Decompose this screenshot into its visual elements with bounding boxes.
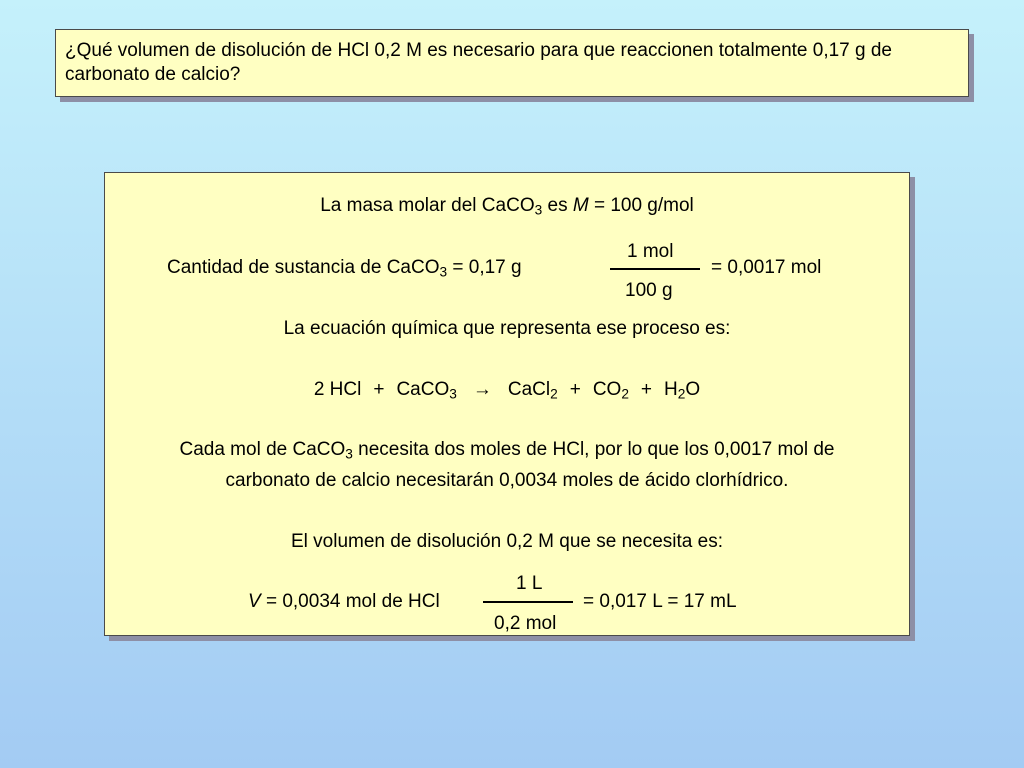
amount-numerator: 1 mol <box>627 241 674 262</box>
volume-symbol: V <box>248 591 261 612</box>
volume-denominator: 0,2 mol <box>494 613 557 634</box>
amount-fraction-bar <box>610 268 700 270</box>
amount-sub: 3 <box>439 264 448 280</box>
molar-mass-prefix: La masa molar del CaCO <box>320 195 535 216</box>
explanation-line-2: carbonato de calcio necesitarán 0,0034 moles de ácido clorhídrico. <box>225 470 789 491</box>
molar-mass-symbol: M <box>572 195 589 216</box>
equation-term-hcl: 2 HCl <box>313 379 362 400</box>
volume-prefix: = 0,0034 mol de HCl <box>260 591 440 612</box>
amount-mid: = 0,17 g <box>447 257 522 278</box>
explanation-line-1: Cada mol de CaCO$_3$ necesita dos moles de HCl, por lo que los 0,0017 mol de <box>179 439 835 462</box>
volume-numerator: 1 L <box>516 573 543 594</box>
question-box <box>55 29 969 97</box>
molar-mass-line <box>105 195 909 217</box>
volume-expression <box>248 591 440 613</box>
equation-plus-3: + <box>640 379 653 400</box>
equation-term-co2: $CO_2$ <box>592 379 629 402</box>
volume-fraction-bar <box>483 601 573 603</box>
volume-intro: El volumen de disolución 0,2 M que se necesita es: <box>291 531 723 552</box>
equation-term-h2o: $H_2O$ <box>664 379 701 402</box>
question-text: ¿Qué volumen de disolución de HCl 0,2 M es necesario para que reaccionen totalmente 0,17 g de carbonato de calcio? <box>65 40 892 85</box>
equation-plus-2: + <box>569 379 581 400</box>
chemical-equation <box>105 379 909 401</box>
amount-denominator: 100 g <box>625 280 673 301</box>
equation-intro: La ecuación química que representa ese proceso es: <box>283 318 731 339</box>
equation-plus-1: + <box>373 379 385 400</box>
amount-result: = 0,0017 mol <box>711 257 822 278</box>
amount-prefix: Cantidad de sustancia de CaCO <box>167 257 440 278</box>
equation-term-cacl2: CaCl$_2$ <box>507 379 558 402</box>
molar-mass-value: = 100 g/mol <box>588 195 694 216</box>
amount-expression <box>167 257 522 279</box>
equation-term-caco3: CaCO$_3$ <box>396 379 457 402</box>
molar-mass-sub: 3 <box>534 202 543 218</box>
equation-arrow: → <box>472 379 492 400</box>
molar-mass-middle: es <box>542 195 573 216</box>
volume-result: = 0,017 L = 17 mL <box>583 591 737 612</box>
solution-box <box>104 172 910 636</box>
